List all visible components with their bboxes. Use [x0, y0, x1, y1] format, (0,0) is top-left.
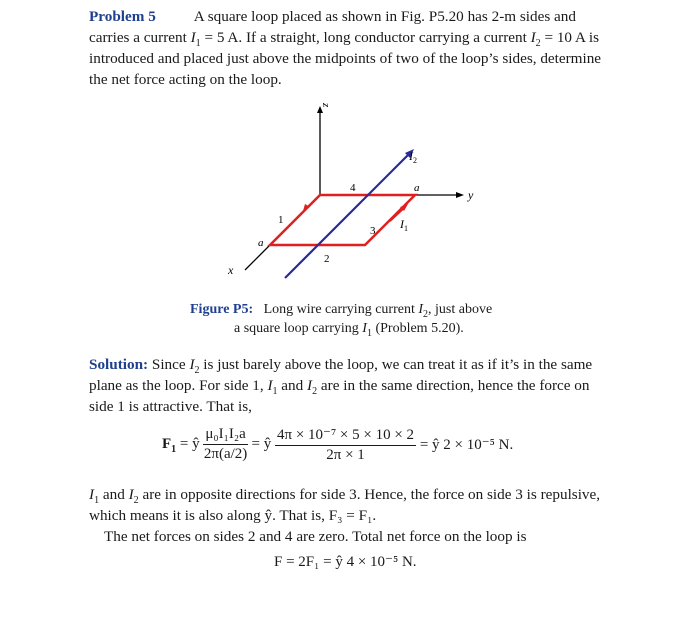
solution-line-5: which means it is also along ŷ. That is, F₃ = F₁.: [89, 507, 377, 524]
eq1-fraction-1: $\frac{\text{μ₀I₁I₂a}}{2\pi(a/2)}$: [203, 426, 248, 462]
label-side-3: 3: [370, 225, 376, 237]
figure-loop-diagram: [200, 100, 500, 285]
solution-line-2: plane as the loop. For side 1, $I_1$ and $I_2$ are in the same direction, hence the force on: [89, 377, 590, 398]
label-z: z: [320, 103, 332, 108]
label-side-1: 1: [278, 214, 284, 226]
solution-line-1: Solution: Since $I_2$ is just barely above the loop, we can treat it as if it’s in the same: [89, 356, 593, 377]
problem-line-4: the net force acting on the loop.: [89, 71, 282, 88]
equation-net-force: F = 2F₁ = ŷ 4 × 10⁻⁵ N.: [274, 554, 417, 570]
label-I1: $I_1$: [400, 217, 408, 233]
eq1-fraction-2: $\frac{\text{4π × 10⁻⁷ × 5 × 10 × 2}}{2\pi \times 1}$: [277, 427, 415, 463]
equation-force-side-1: $F_1$ = ŷ $\frac{\text{μ₀I₁I₂a}}{2\pi(a/2)}$ = ŷ $\frac{\text{4π × 10⁻⁷ × 5 × 10 × 2}}{2\pi \times 1}$ = ŷ 2 × 10⁻⁵ N.: [162, 426, 514, 463]
label-a-top: a: [414, 182, 420, 194]
solution-line-3: side 1 is attractive. That is,: [89, 398, 252, 415]
label-x: x: [228, 263, 234, 277]
label-side-2: 2: [324, 253, 330, 265]
problem-statement: [89, 6, 619, 90]
solution-line-6: The net forces on sides 2 and 4 are zero. Total net force on the loop is: [104, 528, 527, 545]
solution-paragraph: [89, 354, 619, 417]
problem-line-3: introduced and placed just above the midpoints of two of the loop’s sides, determine: [89, 50, 602, 67]
problem-line-2: carries a current $I_1 = 5$ A. If a straight, long conductor carrying a current $I_2 = 10$ A is: [89, 29, 600, 50]
figure-caption: [190, 300, 550, 338]
caption-line-2: a square loop carrying $I_1$ (Problem 5.20).: [234, 321, 464, 339]
caption-line-1: Figure P5: Long wire carrying current $I_2$, just above: [190, 302, 493, 320]
label-side-4: 4: [350, 182, 356, 194]
problem-label: Problem 5: [89, 8, 156, 25]
solution-line-4: $I_1$ and $I_2$ are in opposite directions for side 3. Hence, the force on side 3 is repulsive,: [89, 486, 601, 507]
solution-continued: [89, 484, 629, 547]
long-wire: [285, 153, 410, 278]
label-I2: $I_2$: [409, 149, 417, 165]
label-a-left: a: [258, 237, 264, 249]
label-y: y: [468, 188, 474, 202]
problem-line-1: Problem 5 A square loop placed as shown in Fig. P5.20 has 2-m sides and: [89, 8, 576, 25]
y-axis-arrow: [456, 192, 464, 198]
